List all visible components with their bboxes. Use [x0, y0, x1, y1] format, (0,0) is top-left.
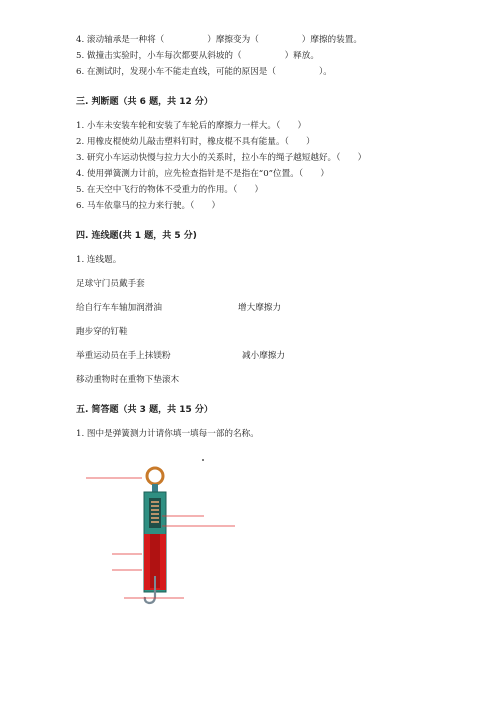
judge-item-3: 3. 研究小车运动快慢与拉力大小的关系时，拉小车的绳子越短越好。（ ） — [76, 153, 367, 163]
spring-scale-figure — [80, 458, 250, 608]
match-left-item-3: 跑步穿的钉鞋 — [76, 327, 128, 337]
judge-item-1: 1. 小车未安装车轮和安装了车轮后的摩擦力一样大。（ ） — [76, 121, 307, 131]
judge-item-4: 4. 使用弹簧测力计前，应先检查指针是不是指在“0”位置。（ ） — [76, 169, 329, 179]
section-5-heading: 五. 简答题（共 3 题，共 15 分） — [76, 405, 213, 415]
match-left-item-1: 足球守门员戴手套 — [76, 279, 145, 289]
judge-item-6: 6. 马车依靠马的拉力来行驶。（ ） — [76, 201, 221, 211]
match-right-item-1: 增大摩擦力 — [238, 303, 281, 313]
section-3-heading: 三. 判断题（共 6 题，共 12 分） — [76, 97, 213, 107]
match-left-item-5: 移动重物时在重物下垫滚木 — [76, 375, 180, 385]
match-left-item-4: 举重运动员在手上抹镁粉 — [76, 351, 171, 361]
short-answer-question-1: 1. 图中是弹簧测力计请你填一填每一部的名称。 — [76, 429, 259, 439]
judge-item-5: 5. 在天空中飞行的物体不受重力的作用。（ ） — [76, 185, 264, 195]
match-right-item-2: 减小摩擦力 — [242, 351, 285, 361]
match-left-item-2: 给自行车车轴加润滑油 — [76, 303, 162, 313]
question-5-text: 5. 做撞击实验时，小车每次都要从斜坡的（ ）释放。 — [76, 51, 319, 61]
judge-item-2: 2. 用橡皮棍使幼儿敲击塑料钉时，橡皮棍不具有能量。（ ） — [76, 137, 315, 147]
section-4-heading: 四. 连线题(共 1 题，共 5 分) — [76, 231, 197, 241]
ring-icon — [147, 468, 163, 484]
question-6-text: 6. 在测试时，发现小车不能走直线，可能的原因是（ ）。 — [76, 67, 332, 77]
question-4-text: 4. 滚动轴承是一种将（ ）摩擦变为（ ）摩擦的装置。 — [76, 35, 362, 45]
match-instruction: 1. 连线题。 — [76, 255, 122, 265]
